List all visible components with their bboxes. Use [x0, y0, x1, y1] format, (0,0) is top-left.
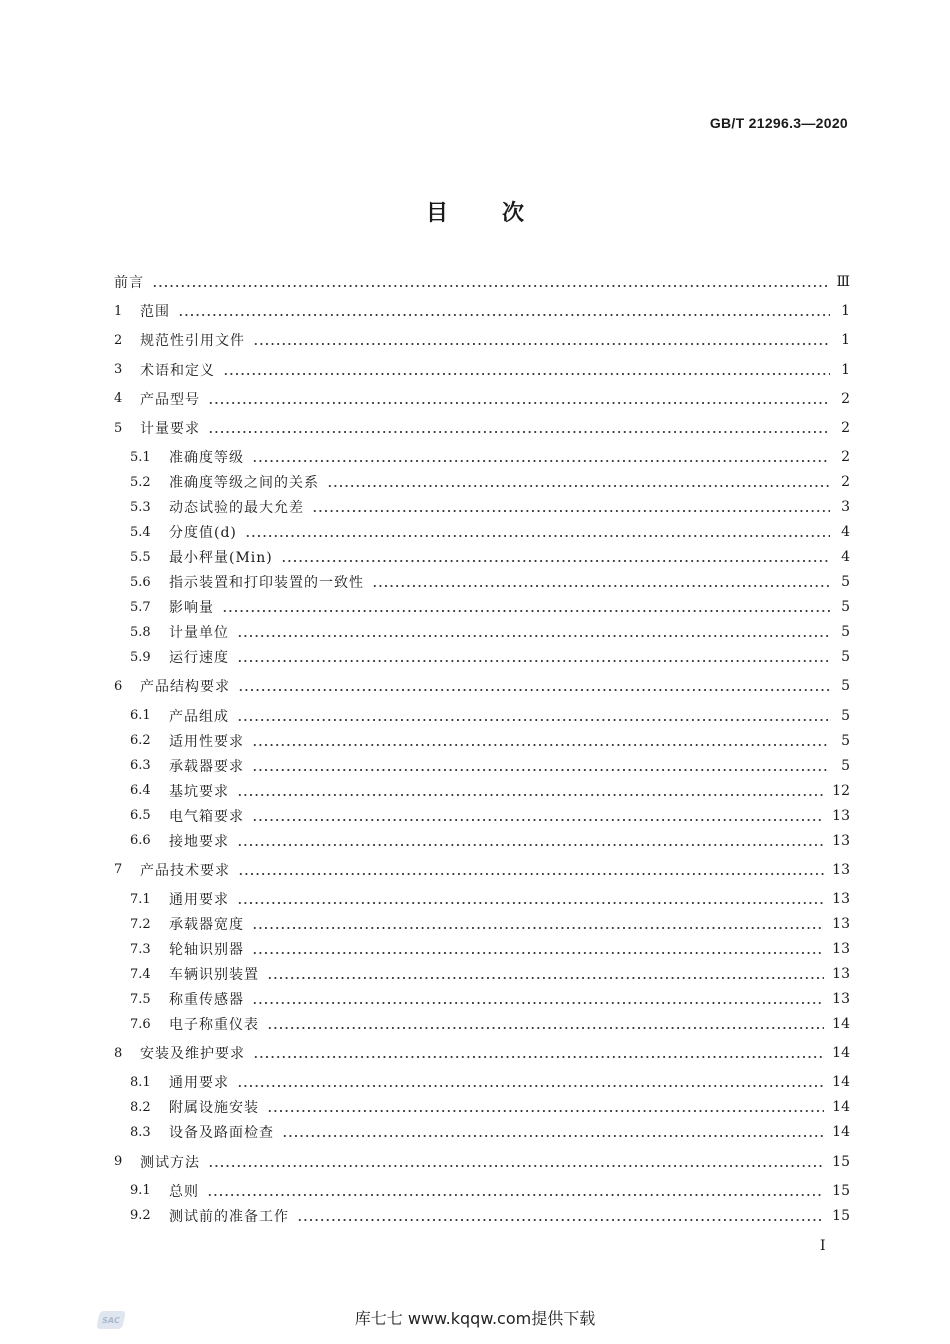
toc-entry-number: 6	[114, 678, 123, 694]
toc-dot-leader	[282, 1120, 824, 1144]
toc-entry-number: 6.2	[130, 733, 151, 749]
toc-entry-label: 称重传感器	[169, 992, 244, 1008]
toc-entry-label: 测试前的准备工作	[169, 1208, 289, 1225]
toc-entry-page: 5	[841, 599, 850, 616]
toc-entry-page: 13	[832, 832, 850, 849]
toc-entry[interactable]	[114, 545, 850, 569]
toc-entry-label: 设备及路面检查	[169, 1125, 274, 1142]
toc-entry-number: 8.3	[130, 1124, 151, 1140]
toc-entry-page: 5	[841, 574, 850, 591]
toc-entry-number: 5.2	[130, 474, 151, 490]
toc-entry-label: 运行速度	[169, 650, 229, 667]
toc-entry-label: 适用性要求	[169, 733, 244, 750]
toc-entry-page: 2	[841, 420, 850, 436]
toc-entry[interactable]	[114, 416, 850, 440]
toc-entry-number: 8.2	[130, 1099, 151, 1115]
toc-entry-page: Ⅲ	[836, 274, 850, 290]
toc-entry[interactable]	[114, 887, 850, 911]
toc-entry[interactable]	[114, 858, 850, 882]
toc-entry[interactable]	[114, 779, 850, 803]
toc-dot-leader	[237, 704, 830, 728]
toc-entry-page: 2	[841, 449, 850, 466]
toc-entry-label: 承载器要求	[169, 758, 244, 775]
toc-entry-label: 产品技术要求	[140, 862, 230, 879]
toc-dot-leader	[252, 445, 830, 469]
toc-entry-label: 轮轴识别器	[169, 942, 244, 958]
toc-entry-page: 2	[841, 390, 850, 407]
toc-entry-page: 5	[841, 678, 850, 695]
toc-entry[interactable]	[114, 570, 850, 594]
toc-entry-page: 13	[832, 966, 850, 982]
toc-dot-leader	[267, 962, 824, 986]
standard-number: GB/T 21296.3—2020	[709, 115, 848, 131]
toc-entry-page: 14	[832, 1124, 850, 1141]
toc-entry-label: 规范性引用文件	[140, 333, 245, 350]
toc-entry-page: 13	[832, 807, 850, 824]
toc-entry-number: 6.5	[130, 808, 151, 824]
toc-dot-leader	[237, 620, 830, 644]
toc-entry-label: 动态试验的最大允差	[169, 500, 304, 517]
toc-entry-label: 通用要求	[169, 1075, 229, 1092]
toc-entry-page: 2	[841, 474, 850, 491]
toc-entry-number: 7.4	[130, 966, 151, 982]
toc-dot-leader	[237, 1070, 824, 1094]
toc-entry[interactable]	[114, 270, 850, 294]
toc-dot-leader	[178, 299, 830, 323]
toc-entry[interactable]	[114, 495, 850, 519]
toc-entry-number: 7.1	[130, 891, 151, 907]
toc-dot-leader	[372, 570, 830, 594]
toc-entry-number: 7.5	[130, 991, 151, 1007]
toc-entry-label: 电气箱要求	[169, 808, 244, 825]
toc-entry-number: 5.6	[130, 574, 151, 590]
toc-entry[interactable]	[114, 620, 850, 644]
toc-entry-page: 4	[841, 524, 850, 541]
toc-entry-number: 8.1	[130, 1074, 151, 1090]
toc-entry-number: 7.3	[130, 941, 151, 957]
toc-entry-number: 5.1	[130, 449, 151, 465]
toc-dot-leader	[152, 270, 828, 294]
toc-entry[interactable]	[114, 595, 850, 619]
toc-dot-leader	[297, 1204, 824, 1228]
toc-entry[interactable]	[114, 1012, 850, 1036]
toc-entry-label: 测试方法	[140, 1154, 200, 1171]
toc-entry-page: 1	[841, 361, 850, 378]
toc-entry[interactable]	[114, 387, 850, 411]
toc-dot-leader	[237, 645, 830, 669]
toc-entry-label: 车辆识别装置	[169, 967, 259, 983]
toc-entry-page: 15	[832, 1182, 850, 1199]
toc-entry[interactable]	[114, 1095, 850, 1119]
toc-dot-leader	[267, 1012, 824, 1036]
page-title: 目次	[425, 201, 578, 226]
toc-entry[interactable]	[114, 674, 850, 698]
toc-entry-page: 15	[832, 1207, 850, 1224]
toc-entry-page: 1	[841, 332, 850, 349]
toc-dot-leader	[238, 858, 824, 882]
toc-entry-page: 13	[832, 941, 850, 957]
sac-logo: SAC	[96, 1311, 126, 1329]
toc-entry[interactable]	[114, 470, 850, 494]
toc-entry-number: 7.2	[130, 916, 151, 932]
toc-entry[interactable]	[114, 358, 850, 382]
toc-entry-number: 5.8	[130, 624, 151, 640]
toc-entry-number: 9	[114, 1154, 123, 1170]
page-number: I	[820, 1238, 826, 1254]
toc-dot-leader	[208, 387, 830, 411]
toc-dot-leader	[237, 829, 824, 853]
toc-entry[interactable]	[114, 704, 850, 728]
toc-entry-label: 术语和定义	[140, 362, 215, 379]
toc-entry[interactable]	[114, 1179, 850, 1203]
toc-dot-leader	[312, 495, 830, 519]
toc-dot-leader	[252, 987, 824, 1011]
toc-dot-leader	[207, 1179, 824, 1203]
toc-entry-page: 14	[832, 1099, 850, 1116]
toc-entry-page: 14	[832, 1074, 850, 1091]
toc-entry-label: 计量单位	[169, 625, 229, 642]
toc-entry-number: 8	[114, 1045, 123, 1061]
toc-dot-leader	[253, 1041, 824, 1065]
toc-entry-page: 14	[832, 1045, 850, 1062]
toc-entry-label: 指示装置和打印装置的一致性	[169, 575, 364, 592]
toc-dot-leader	[208, 416, 830, 440]
toc-entry-number: 2	[114, 332, 123, 348]
toc-entry-page: 5	[841, 649, 850, 666]
toc-entry[interactable]	[114, 1150, 850, 1174]
toc-entry-number: 6.4	[130, 783, 151, 799]
toc-dot-leader	[223, 358, 830, 382]
toc-entry-number: 4	[114, 391, 123, 407]
toc-dot-leader	[252, 729, 830, 753]
toc-entry[interactable]	[114, 937, 850, 961]
toc-entry[interactable]	[114, 1041, 850, 1065]
toc-entry-page: 13	[832, 916, 850, 932]
toc-entry-page: 14	[832, 1016, 850, 1032]
toc-entry-number: 5	[114, 420, 123, 436]
toc-entry-label: 范围	[140, 304, 170, 321]
toc-entry-number: 6.3	[130, 758, 151, 774]
toc-entry-number: 9.2	[130, 1208, 151, 1224]
toc-entry-page: 5	[841, 624, 850, 641]
toc-entry-number: 5.4	[130, 524, 151, 540]
toc-entry-number: 9.1	[130, 1183, 151, 1199]
toc-entry[interactable]	[114, 729, 850, 753]
toc-entry[interactable]	[114, 1070, 850, 1094]
toc-entry-number: 7	[114, 862, 123, 878]
toc-entry-number: 5.9	[130, 649, 151, 665]
toc-entry-label: 接地要求	[169, 833, 229, 850]
toc-entry-label: 前言	[114, 275, 144, 291]
toc-entry-label: 计量要求	[140, 421, 200, 437]
toc-dot-leader	[327, 470, 830, 494]
toc-entry-page: 13	[832, 991, 850, 1007]
toc-entry-number: 7.6	[130, 1016, 151, 1032]
toc-entry-page: 15	[832, 1153, 850, 1170]
toc-entry-number: 5.5	[130, 549, 151, 565]
toc-dot-leader	[252, 912, 824, 936]
toc-entry[interactable]	[114, 1204, 850, 1228]
toc-entry-page: 3	[841, 499, 850, 516]
toc-dot-leader	[245, 520, 830, 544]
toc-entry[interactable]	[114, 912, 850, 936]
toc-entry-page: 1	[841, 303, 850, 320]
toc-entry-label: 产品结构要求	[140, 679, 230, 696]
toc-entry[interactable]	[114, 328, 850, 352]
toc-entry-page: 13	[832, 891, 850, 907]
toc-entry-label: 产品型号	[140, 391, 200, 408]
toc-entry-label: 安装及维护要求	[140, 1046, 245, 1063]
toc-entry-number: 5.3	[130, 499, 151, 515]
toc-entry-number: 3	[114, 362, 123, 378]
toc-entry-label: 总则	[169, 1183, 199, 1200]
toc-entry-label: 最小秤量(Min)	[169, 550, 273, 567]
toc-entry[interactable]	[114, 754, 850, 778]
toc-entry[interactable]	[114, 804, 850, 828]
toc-entry-label: 分度值(d)	[169, 525, 237, 542]
toc-entry[interactable]	[114, 962, 850, 986]
toc-entry-number: 6.6	[130, 833, 151, 849]
toc-entry-page: 13	[832, 861, 850, 878]
toc-entry-number: 5.7	[130, 599, 151, 615]
toc-entry[interactable]	[114, 1120, 850, 1144]
toc-dot-leader	[237, 779, 824, 803]
toc-entry-label: 通用要求	[169, 892, 229, 908]
toc-entry-label: 基坑要求	[169, 783, 229, 800]
toc-entry-label: 附属设施安装	[169, 1100, 259, 1117]
toc-dot-leader	[252, 754, 830, 778]
toc-dot-leader	[253, 328, 830, 352]
toc-entry[interactable]	[114, 829, 850, 853]
toc-dot-leader	[252, 804, 824, 828]
toc-entry-label: 电子称重仪表	[169, 1017, 259, 1033]
toc-entry[interactable]	[114, 445, 850, 469]
toc-entry-number: 6.1	[130, 708, 151, 724]
toc-entry-page: 5	[841, 757, 850, 774]
toc-dot-leader	[208, 1150, 824, 1174]
toc-dot-leader	[267, 1095, 824, 1119]
toc-entry-label: 影响量	[169, 600, 214, 617]
toc-dot-leader	[222, 595, 830, 619]
toc-entry[interactable]	[114, 987, 850, 1011]
toc-entry-label: 产品组成	[169, 708, 229, 725]
toc-entry-label: 承载器宽度	[169, 917, 244, 933]
toc-entry-page: 5	[841, 732, 850, 749]
download-watermark: 库七七 www.kqqw.com提供下载	[354, 1309, 596, 1328]
toc-dot-leader	[237, 887, 824, 911]
toc-entry-page: 12	[832, 782, 850, 799]
toc-entry[interactable]	[114, 520, 850, 544]
toc-dot-leader	[238, 674, 830, 698]
toc-entry[interactable]	[114, 645, 850, 669]
toc-dot-leader	[281, 545, 830, 569]
toc-dot-leader	[252, 937, 824, 961]
toc-entry-label: 准确度等级之间的关系	[169, 475, 319, 492]
toc-entry-number: 1	[114, 303, 123, 319]
toc-entry-label: 准确度等级	[169, 450, 244, 467]
toc-entry-page: 5	[841, 707, 850, 724]
toc-entry[interactable]	[114, 299, 850, 323]
toc-entry-page: 4	[841, 549, 850, 566]
